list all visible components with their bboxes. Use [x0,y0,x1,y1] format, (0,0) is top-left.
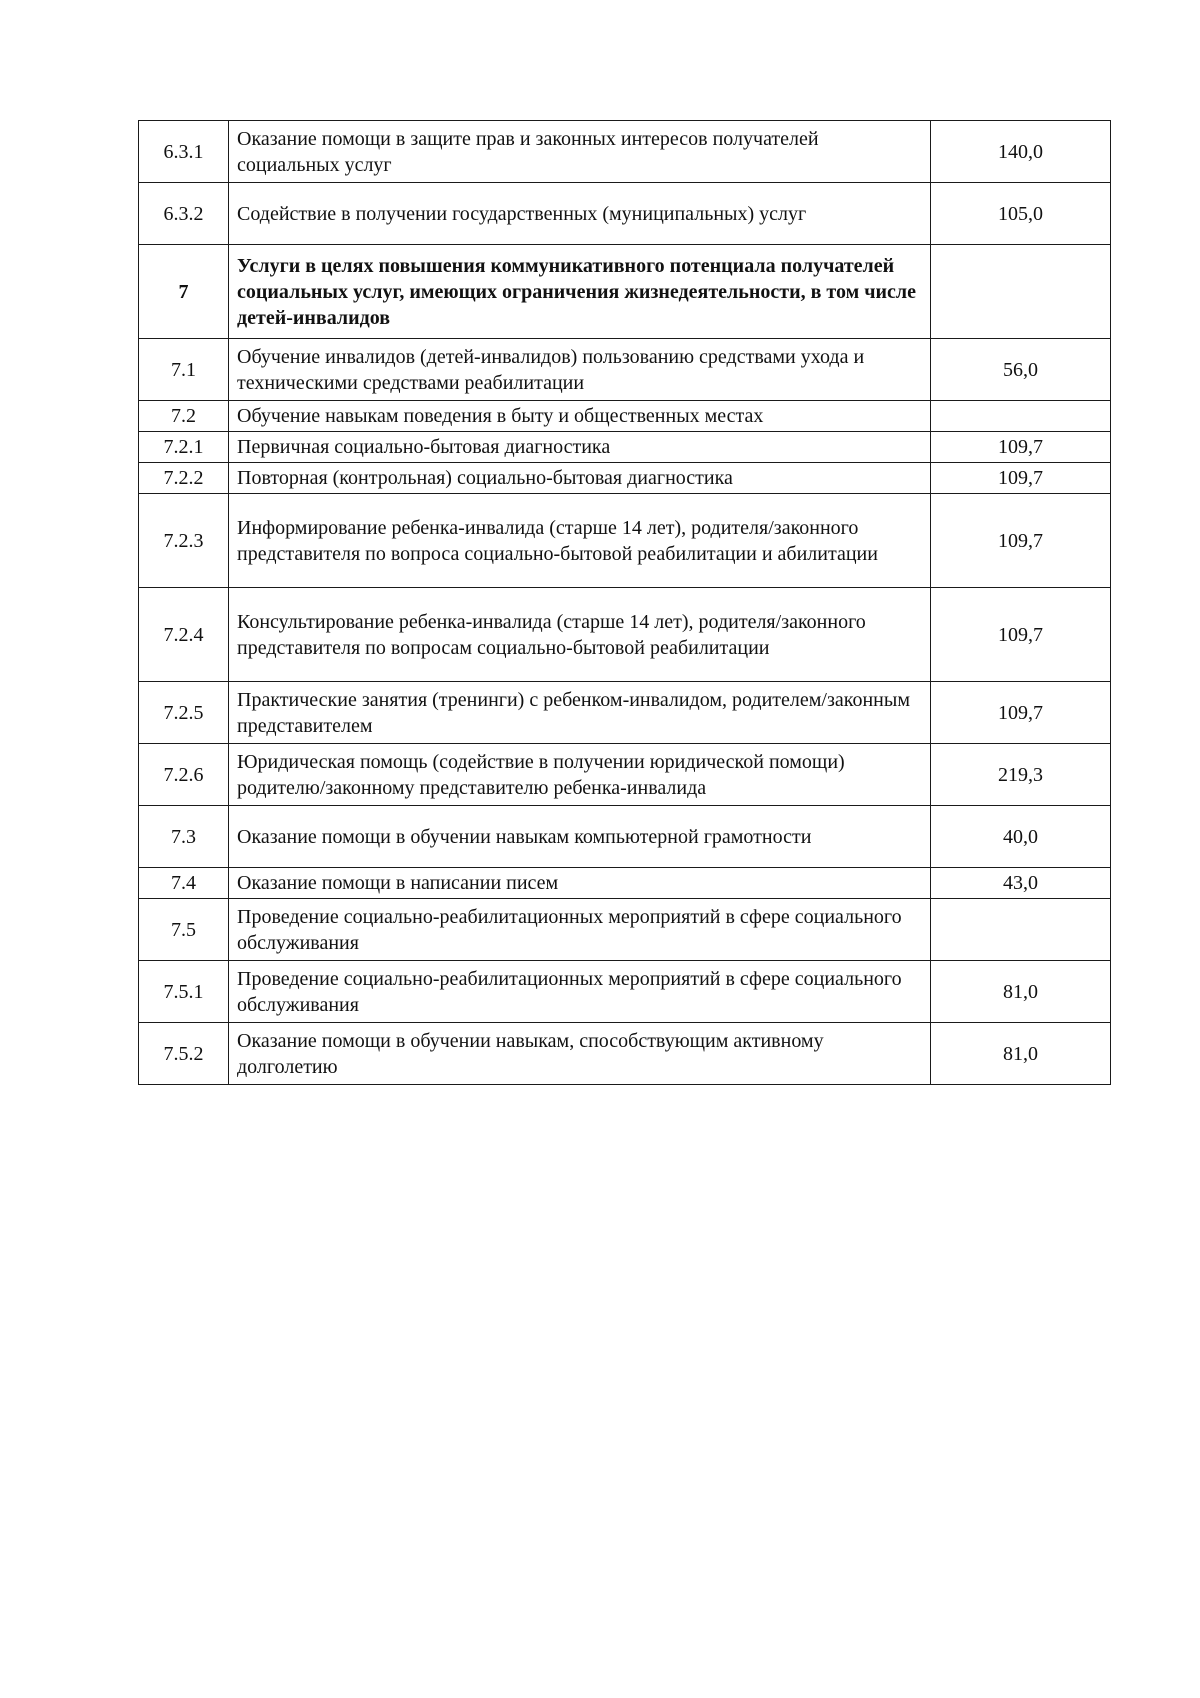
service-price [931,401,1111,432]
row-number: 6.3.1 [139,121,229,183]
table-row [139,121,1111,183]
service-name: Проведение социально-реабилитационных мероприятий в сфере социального обслуживания [229,899,931,961]
table-row [139,682,1111,744]
row-number: 7.5.2 [139,1023,229,1085]
table-row [139,588,1111,682]
service-name: Содействие в получении государственных (муниципальных) услуг [229,183,931,245]
table-body [139,121,1111,1085]
table-row [139,339,1111,401]
service-price: 56,0 [931,339,1111,401]
table-row [139,961,1111,1023]
service-name: Обучение инвалидов (детей-инвалидов) пользованию средствами ухода и техническими средствами реабилитации [229,339,931,401]
table-row [139,183,1111,245]
table-row [139,744,1111,806]
service-name: Оказание помощи в защите прав и законных интересов получателей социальных услуг [229,121,931,183]
service-price [931,899,1111,961]
service-price: 109,7 [931,682,1111,744]
row-number: 6.3.2 [139,183,229,245]
row-number: 7.2.3 [139,494,229,588]
service-price: 109,7 [931,463,1111,494]
table-row [139,463,1111,494]
service-price: 109,7 [931,432,1111,463]
service-price: 40,0 [931,806,1111,868]
service-name: Консультирование ребенка-инвалида (старше 14 лет), родителя/законного представителя по вопросам социально-бытовой реабилитации [229,588,931,682]
service-name: Практические занятия (тренинги) с ребенком-инвалидом, родителем/законным представителем [229,682,931,744]
row-number: 7.2.5 [139,682,229,744]
row-number: 7.3 [139,806,229,868]
table-row [139,401,1111,432]
service-name: Оказание помощи в написании писем [229,868,931,899]
section-title: Услуги в целях повышения коммуникативного потенциала получателей социальных услуг, имеющих ограничения жизнедеятельности, в том числе детей-инвалидов [229,245,931,339]
service-price: 109,7 [931,588,1111,682]
service-name: Юридическая помощь (содействие в получении юридической помощи) родителю/законному представителю ребенка-инвалида [229,744,931,806]
service-price: 109,7 [931,494,1111,588]
row-number: 7.4 [139,868,229,899]
service-name: Повторная (контрольная) социально-бытовая диагностика [229,463,931,494]
service-price: 43,0 [931,868,1111,899]
service-name: Обучение навыкам поведения в быту и общественных местах [229,401,931,432]
service-price: 81,0 [931,1023,1111,1085]
service-price [931,245,1111,339]
row-number: 7.2.2 [139,463,229,494]
services-tariff-table [138,120,1111,1085]
service-price: 105,0 [931,183,1111,245]
service-name: Первичная социально-бытовая диагностика [229,432,931,463]
row-number: 7.2.4 [139,588,229,682]
row-number: 7.1 [139,339,229,401]
table-row [139,494,1111,588]
table-row [139,868,1111,899]
row-number: 7.2.1 [139,432,229,463]
row-number: 7 [139,245,229,339]
row-number: 7.2.6 [139,744,229,806]
table-row [139,1023,1111,1085]
row-number: 7.5.1 [139,961,229,1023]
service-price: 81,0 [931,961,1111,1023]
service-name: Оказание помощи в обучении навыкам компьютерной грамотности [229,806,931,868]
row-number: 7.5 [139,899,229,961]
service-price: 219,3 [931,744,1111,806]
service-name: Оказание помощи в обучении навыкам, способствующим активному долголетию [229,1023,931,1085]
service-name: Проведение социально-реабилитационных мероприятий в сфере социального обслуживания [229,961,931,1023]
table-section-row [139,245,1111,339]
table-row [139,432,1111,463]
service-price: 140,0 [931,121,1111,183]
table-row [139,899,1111,961]
table-row [139,806,1111,868]
service-name: Информирование ребенка-инвалида (старше 14 лет), родителя/законного представителя по вопроса социально-бытовой реабилитации и абилитации [229,494,931,588]
row-number: 7.2 [139,401,229,432]
